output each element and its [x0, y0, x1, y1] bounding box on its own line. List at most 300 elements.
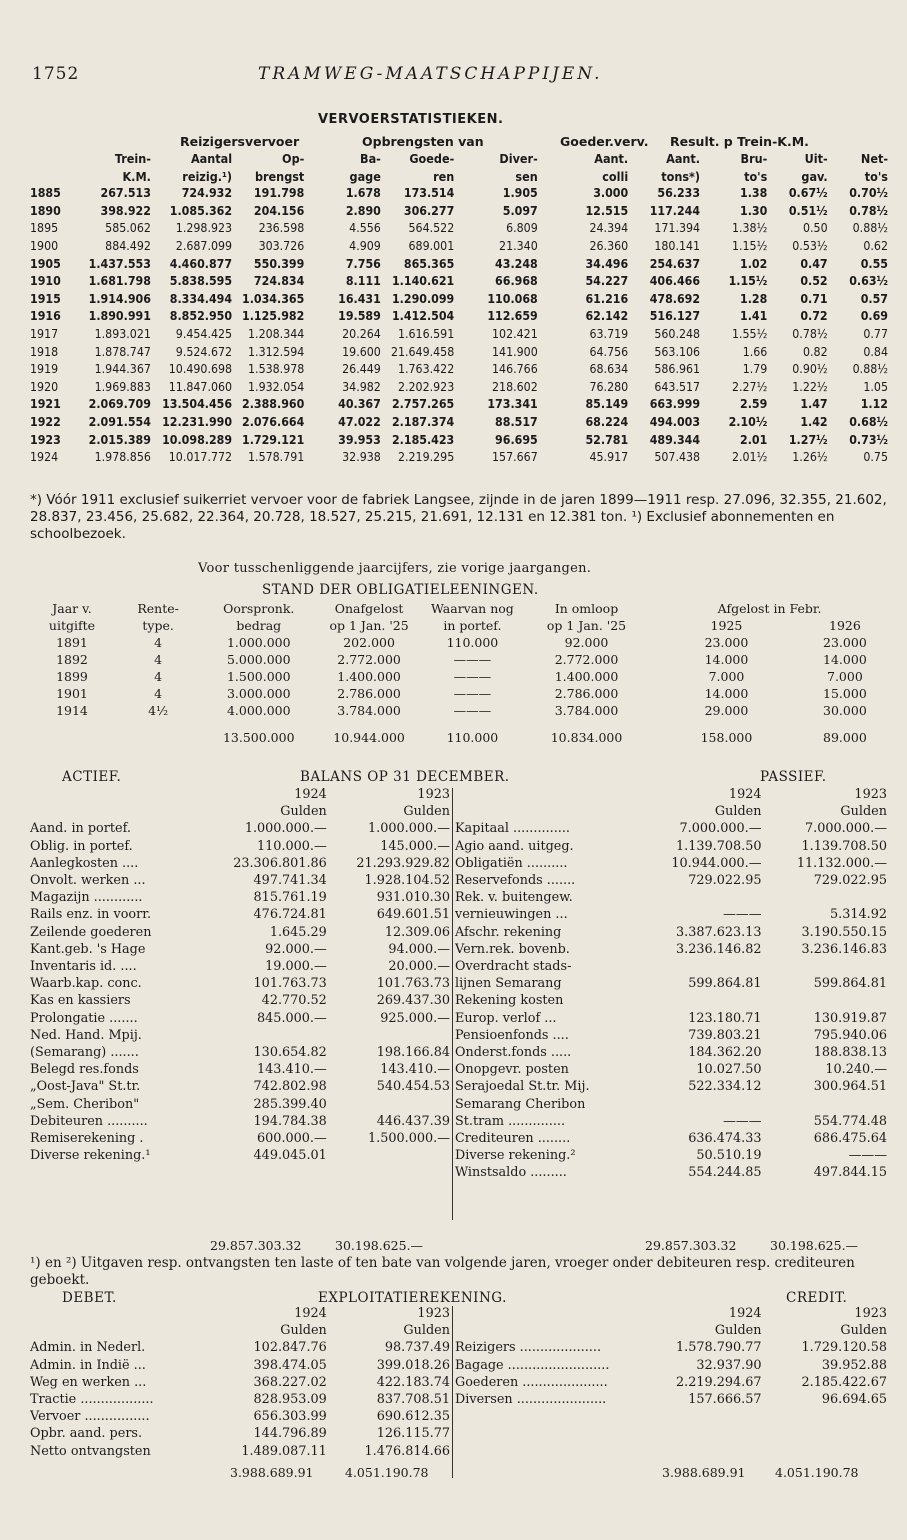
table-row [30, 449, 888, 467]
table-cell: 21.649.458 [390, 344, 455, 359]
table-cell: 4.909 [349, 238, 381, 253]
table-cell: 29.000 [704, 703, 749, 718]
row-label: Prolongatie ....... [30, 1010, 138, 1026]
table-row [30, 396, 888, 414]
table-cell: 1.085.362 [169, 203, 233, 218]
balans-title: BALANS OP 31 DECEMBER. [300, 769, 510, 785]
table-cell: 0.69 [860, 309, 888, 324]
table-cell: 110.000 [446, 635, 499, 650]
table-cell: 26.360 [589, 238, 629, 253]
table-cell: 13.504.456 [162, 397, 233, 412]
amount-1923: 399.018.26 [376, 1357, 450, 1373]
year-header: 1923 [417, 787, 450, 802]
table-cell: 4 [154, 669, 163, 684]
table-cell: 171.394 [654, 221, 701, 236]
row-label: Goederen ..................... [455, 1374, 608, 1390]
table-cell: 1.27½ [788, 432, 828, 447]
amount-1923: 7.000.000.— [805, 821, 887, 837]
table-row [30, 872, 450, 889]
balans-divider [452, 788, 453, 1220]
table-cell: 15.000 [823, 686, 867, 701]
table-cell: 563.106 [654, 344, 701, 359]
year-header: 1923 [854, 1306, 887, 1321]
table-cell: 10.098.289 [162, 432, 233, 447]
table-cell: 2.187.374 [391, 414, 455, 429]
table-cell: 2.59 [740, 397, 768, 412]
amount-1924: 32.937.90 [696, 1357, 762, 1373]
total-cell [114, 729, 202, 746]
year-cell: 1922 [30, 414, 61, 429]
table-cell: 2.091.554 [88, 414, 151, 429]
table-cell: 550.399 [253, 256, 305, 271]
amount-1924 [630, 992, 762, 1009]
amount-1923 [762, 889, 888, 906]
table-cell: 1.893.021 [94, 326, 151, 341]
page-number: 1752 [32, 64, 80, 84]
amount-1924: 184.362.20 [688, 1045, 762, 1061]
table-cell: 1.616.591 [397, 326, 455, 341]
year-header: 1924 [294, 787, 327, 802]
row-label: lijnen Semarang [455, 976, 562, 992]
stats-group-headers [30, 134, 888, 150]
column-header: type. [142, 618, 174, 633]
amount-1924: 739.803.21 [688, 1027, 762, 1043]
table-cell: 1.290.099 [391, 291, 455, 306]
table-cell: 8.111 [345, 274, 381, 289]
table-cell: 1.412.504 [391, 309, 455, 324]
amount-1924: 1.645.29 [269, 924, 327, 940]
table-row [30, 1339, 450, 1356]
group-opbrengsten: Opbrengsten van [362, 134, 484, 149]
row-label: Vern.rek. bovenb. [455, 941, 570, 957]
table-cell: 1.400.000 [554, 669, 619, 684]
row-label: St.tram .............. [455, 1113, 566, 1129]
table-cell: 2.185.423 [391, 432, 455, 447]
amount-1923: 198.166.84 [376, 1045, 450, 1061]
table-cell: 1891 [56, 635, 88, 650]
column-header [30, 150, 79, 168]
table-cell: 1.681.798 [88, 274, 151, 289]
table-cell: 1914 [56, 703, 88, 718]
amount-1923: 10.240.— [825, 1062, 887, 1078]
column-header: Aant. [594, 151, 629, 166]
table-cell: 0.88½ [852, 362, 888, 377]
table-cell: 1.729.121 [242, 432, 305, 447]
table-cell: 1.500.000 [226, 669, 291, 684]
row-label: Admin. in Nederl. [30, 1340, 146, 1356]
amount-1924: 449.045.01 [253, 1148, 327, 1164]
group-goeder: Goeder.verv. [560, 134, 649, 149]
unit-header-row [30, 1322, 450, 1339]
table-cell: 689.001 [408, 238, 455, 253]
column-header: Onafgelost [334, 601, 404, 616]
amount-1923: 1.139.708.50 [801, 838, 887, 854]
year-cell: 1919 [30, 362, 59, 377]
table-cell: 236.598 [258, 221, 305, 236]
row-label: „Oost-Java" St.tr. [30, 1079, 141, 1095]
amount-1923: 1.000.000.— [368, 821, 450, 837]
unit-header: Gulden [280, 1323, 327, 1339]
row-label: Debiteuren .......... [30, 1113, 148, 1129]
table-cell: 3.000 [593, 186, 629, 201]
amount-1923: 497.844.15 [813, 1165, 887, 1181]
table-cell: 586.961 [654, 362, 701, 377]
table-cell: 1.400.000 [337, 669, 401, 684]
amount-1924: 600.000.— [257, 1131, 327, 1147]
amount-1924: 101.763.73 [253, 976, 327, 992]
table-cell: 102.421 [492, 326, 538, 341]
amount-1923: 729.022.95 [813, 873, 887, 889]
amount-1924: 3.387.623.13 [676, 924, 762, 940]
table-cell: 4½ [148, 703, 169, 718]
amount-1924: 19.000.— [265, 959, 327, 975]
table-cell: 254.637 [649, 256, 701, 271]
table-cell: 1.12 [860, 397, 888, 412]
table-cell: 3.784.000 [337, 703, 401, 718]
table-row [30, 702, 888, 719]
year-header: 1923 [417, 1306, 450, 1321]
amount-1923: 101.763.73 [376, 976, 450, 992]
table-row [30, 414, 888, 432]
table-cell: 2.786.000 [337, 686, 401, 701]
amount-1924: 123.180.71 [688, 1010, 762, 1026]
table-cell: 34.982 [342, 379, 381, 394]
table-cell: 724.834 [253, 274, 305, 289]
table-row [30, 220, 888, 238]
amount-1924: 10.027.50 [696, 1062, 762, 1078]
exploitatie-total-debet-b: 4.051.190.78 [345, 1465, 429, 1480]
year-cell: 1918 [30, 344, 59, 359]
table-row [30, 838, 450, 855]
table-cell: 0.88½ [852, 221, 888, 236]
table-cell: 14.000 [704, 652, 749, 667]
table-cell: 20.264 [342, 326, 381, 341]
balans-total-actief-a: 29.857.303.32 [210, 1238, 302, 1253]
table-cell: 204.156 [253, 203, 305, 218]
row-label: Onvolt. werken ... [30, 873, 146, 889]
year-cell: 1905 [30, 256, 61, 271]
empty-cell [455, 803, 630, 820]
table-cell: 2.015.389 [88, 432, 151, 447]
table-row [455, 855, 887, 872]
balans-footnote: ¹) en ²) Uitgaven resp. ontvangsten ten laste of ten bate van volgende jaren, vroeger onder debiteuren resp. crediteuren geboekt. [30, 1255, 855, 1288]
column-header: Aant. [666, 151, 701, 166]
year-cell: 1890 [30, 203, 61, 218]
table-cell: 92.000 [564, 635, 609, 650]
table-cell: 1.15½ [731, 238, 768, 253]
table-cell: 32.938 [342, 450, 381, 465]
empty-cell [455, 1305, 630, 1322]
table-cell: 560.248 [654, 326, 701, 341]
table-cell: 16.431 [338, 291, 381, 306]
row-label: Weg en werken ... [30, 1374, 147, 1390]
table-row [30, 651, 888, 668]
table-cell: 2.772.000 [554, 652, 619, 667]
table-cell: 1.15½ [728, 274, 768, 289]
row-label: Crediteuren ........ [455, 1131, 571, 1147]
table-row [30, 1391, 450, 1408]
table-cell: 4 [154, 635, 163, 650]
unit-header: Gulden [280, 804, 327, 820]
column-header: Diver- [499, 151, 538, 166]
table-row [455, 941, 887, 958]
table-cell: 39.953 [338, 432, 381, 447]
table-row [30, 291, 888, 309]
table-cell: 478.692 [649, 291, 701, 306]
amount-1923: 554.774.48 [813, 1113, 887, 1129]
table-cell: 23.000 [823, 635, 867, 650]
table-cell: 10.017.772 [168, 450, 233, 465]
table-cell: 2.10½ [728, 414, 768, 429]
amount-1924: 1.489.087.11 [241, 1443, 327, 1459]
actief-table [30, 786, 450, 1164]
table-cell: 56.233 [657, 186, 701, 201]
table-cell: 1.41 [740, 309, 768, 324]
table-cell: 5.838.595 [169, 274, 233, 289]
obligaties-table [30, 600, 888, 746]
table-row [30, 941, 450, 958]
amount-1923: 446.437.39 [376, 1113, 450, 1129]
amount-1923: 188.838.13 [813, 1045, 887, 1061]
amount-1924: 815.761.19 [253, 890, 327, 906]
table-cell: 63.719 [589, 326, 629, 341]
table-cell: 141.900 [492, 344, 538, 359]
row-label: Kapitaal .............. [455, 821, 570, 837]
table-cell: 5.097 [502, 203, 538, 218]
unit-header: Gulden [403, 804, 450, 820]
column-header: brengst [254, 168, 305, 184]
table-cell: 0.68½ [849, 414, 888, 429]
amount-1924: 636.474.33 [688, 1131, 762, 1147]
unit-header-row [455, 1322, 887, 1339]
table-cell: 489.344 [649, 432, 701, 447]
table-cell: 1.914.906 [88, 291, 151, 306]
credit-table [455, 1305, 887, 1408]
amount-1924: 476.724.81 [253, 907, 327, 923]
table-cell: 0.78½ [792, 326, 828, 341]
column-header: gage [349, 168, 381, 184]
table-row [30, 361, 888, 379]
table-cell: 2.219.295 [397, 450, 455, 465]
empty-cell [455, 786, 630, 803]
table-cell: 507.438 [654, 450, 701, 465]
unit-header: Gulden [403, 1323, 450, 1339]
amount-1924: 143.410.— [257, 1062, 327, 1078]
table-cell: 34.496 [585, 256, 629, 271]
amount-1924 [630, 958, 762, 975]
table-cell: 0.73½ [849, 432, 888, 447]
table-row [30, 1374, 450, 1391]
total-cell: 89.000 [823, 730, 867, 745]
column-header: Oorspronk. [223, 601, 295, 616]
table-cell: 2.01½ [731, 450, 768, 465]
column-header: tons*) [661, 168, 701, 184]
amount-1924: 2.219.294.67 [676, 1374, 762, 1390]
table-cell: 1901 [56, 686, 88, 701]
table-row [30, 238, 888, 256]
table-row [30, 1357, 450, 1374]
column-header [30, 168, 79, 186]
table-cell: 1.79 [742, 362, 768, 377]
total-cell: 110.000 [446, 730, 499, 745]
row-label: vernieuwingen ... [455, 907, 568, 923]
row-label: Semarang Cheribon [455, 1096, 586, 1112]
table-cell: 1.42 [800, 414, 828, 429]
table-cell: 1.26½ [792, 450, 828, 465]
row-label: Kant.geb. 's Hage [30, 941, 146, 957]
table-cell: 1.890.991 [88, 309, 151, 324]
table-row [30, 924, 450, 941]
column-header: ren [433, 168, 455, 184]
table-cell: 1.000.000 [226, 635, 291, 650]
amount-1924: 3.236.146.82 [676, 941, 762, 957]
amount-1924: 742.802.98 [253, 1079, 327, 1095]
table-cell: 157.667 [492, 450, 538, 465]
table-row [30, 1027, 450, 1044]
balans-total-passief-a: 29.857.303.32 [645, 1238, 737, 1253]
amount-1924: 845.000.— [257, 1010, 327, 1026]
amount-1923: 94.000.— [388, 941, 450, 957]
row-label: Onopgevr. posten [455, 1062, 569, 1078]
amount-1923: 269.437.30 [376, 993, 450, 1009]
row-label: Diverse rekening.² [455, 1148, 576, 1164]
table-cell: 0.77 [863, 326, 888, 341]
year-header-row [455, 1305, 887, 1322]
table-cell: 724.932 [181, 186, 233, 201]
table-cell: 398.922 [100, 203, 151, 218]
amount-1923: 145.000.— [380, 838, 450, 854]
column-header: Jaar v. [52, 601, 92, 616]
table-cell: 173.514 [403, 186, 455, 201]
table-cell: 1.47 [800, 397, 828, 412]
table-cell: 1.22½ [792, 379, 828, 394]
row-label: Remiserekening . [30, 1131, 144, 1147]
table-cell: 0.55 [860, 256, 888, 271]
row-label: Kas en kassiers [30, 993, 131, 1009]
table-cell: 1.05 [863, 379, 888, 394]
table-row [30, 1113, 450, 1130]
table-row [30, 958, 450, 975]
column-header: Uit- [804, 151, 828, 166]
row-label: Rails enz. in voorr. [30, 907, 152, 923]
table-cell: 96.695 [495, 432, 538, 447]
amount-1923: 2.185.422.67 [801, 1374, 887, 1390]
amount-1923: 21.293.929.82 [356, 855, 450, 871]
table-cell: 85.149 [585, 397, 629, 412]
row-label: Diversen ...................... [455, 1392, 607, 1408]
empty-cell [30, 1305, 214, 1322]
unit-header: Gulden [840, 804, 887, 820]
amount-1924: 23.306.801.86 [233, 855, 327, 871]
table-cell: 0.70½ [849, 186, 888, 201]
column-header: Rente- [137, 601, 179, 616]
table-row [30, 906, 450, 923]
table-cell: ——— [453, 669, 492, 684]
year-header: 1924 [294, 1306, 327, 1321]
amount-1924: 497.741.34 [253, 873, 327, 889]
table-cell: 3.784.000 [554, 703, 619, 718]
table-cell: 54.227 [585, 274, 629, 289]
amount-1924: 194.784.38 [253, 1113, 327, 1129]
table-cell: 202.000 [343, 635, 395, 650]
debet-title: DEBET. [62, 1290, 117, 1306]
amount-1924: 554.244.85 [688, 1165, 762, 1181]
amount-1924: 144.796.89 [253, 1426, 327, 1442]
table-cell: 0.63½ [849, 274, 888, 289]
table-cell: 12.231.990 [162, 414, 233, 429]
table-cell: 23.000 [704, 635, 749, 650]
row-label: Admin. in Indië ... [30, 1357, 146, 1373]
year-header-row [455, 786, 887, 803]
row-label: Magazijn ............ [30, 890, 143, 906]
table-row [30, 992, 450, 1009]
table-row [455, 1391, 887, 1408]
table-cell: 218.602 [492, 379, 538, 394]
table-row [30, 1044, 450, 1061]
table-cell: 6.809 [506, 221, 538, 236]
amount-1923: 1.928.104.52 [364, 873, 450, 889]
table-cell: 0.62 [863, 238, 888, 253]
amount-1923 [327, 1147, 450, 1164]
table-row [30, 1425, 450, 1442]
table-row [455, 975, 887, 992]
stats-footnote-2: Voor tusschenliggende jaarcijfers, zie vorige jaargangen. [198, 561, 592, 576]
table-row [30, 308, 888, 326]
table-cell: 14.000 [823, 652, 867, 667]
table-cell: 0.82 [803, 344, 828, 359]
column-header: gav. [801, 168, 828, 184]
amount-1923: 3.236.146.83 [801, 941, 887, 957]
row-label: Europ. verlof ... [455, 1010, 557, 1026]
table-cell: 1.55½ [731, 326, 768, 341]
amount-1924: 10.944.000.— [671, 855, 762, 871]
table-cell: 0.71 [800, 291, 828, 306]
table-cell: 4.556 [349, 221, 381, 236]
table-cell: 0.53½ [792, 238, 828, 253]
row-label: Tractie .................. [30, 1392, 154, 1408]
row-label: Serajoedal St.tr. Mij. [455, 1079, 590, 1095]
table-cell: 180.141 [654, 238, 701, 253]
amount-1923: 11.132.000.— [796, 855, 887, 871]
amount-1924 [630, 889, 762, 906]
amount-1924: 110.000.— [257, 838, 327, 854]
amount-1923: 20.000.— [388, 959, 450, 975]
stats-title: VERVOERSTATISTIEKEN. [318, 112, 504, 127]
table-row [455, 1147, 887, 1164]
table-cell: 1.578.791 [248, 450, 305, 465]
row-label: Obligatiën .......... [455, 855, 568, 871]
stats-footnote: *) Vóór 1911 exclusief suikerriet vervoer voor de fabriek Langsee, zijnde in de jaren 1899—1911 resp. 27.096, 32.355, 21.602, 28.837, 23.456, 25.682, 22.364, 20.728, 18.527, 25.215, 21.691, 12.131 en 12.381 ton. ¹) Exclusief abonnementen en schoolbezoek. [30, 492, 887, 542]
table-cell: 306.277 [403, 203, 455, 218]
table-row [30, 379, 888, 397]
table-cell: 1.125.982 [242, 309, 305, 324]
amount-1924: 157.666.57 [688, 1392, 762, 1408]
table-cell: 2.890 [345, 203, 381, 218]
table-cell: 2.687.099 [175, 238, 233, 253]
column-header: In omloop [554, 601, 619, 616]
table-cell: 1892 [56, 652, 88, 667]
table-cell: 1.932.054 [248, 379, 305, 394]
table-cell: 4.460.877 [169, 256, 233, 271]
table-cell: 2.786.000 [554, 686, 619, 701]
row-label: Winstsaldo ......... [455, 1165, 567, 1181]
table-cell: 8.852.950 [169, 309, 233, 324]
amount-1923: 98.737.49 [384, 1340, 450, 1356]
amount-1924: 599.864.81 [688, 976, 762, 992]
table-row [455, 1164, 887, 1181]
table-cell: 45.917 [589, 450, 629, 465]
amount-1923: 1.729.120.58 [801, 1340, 887, 1356]
